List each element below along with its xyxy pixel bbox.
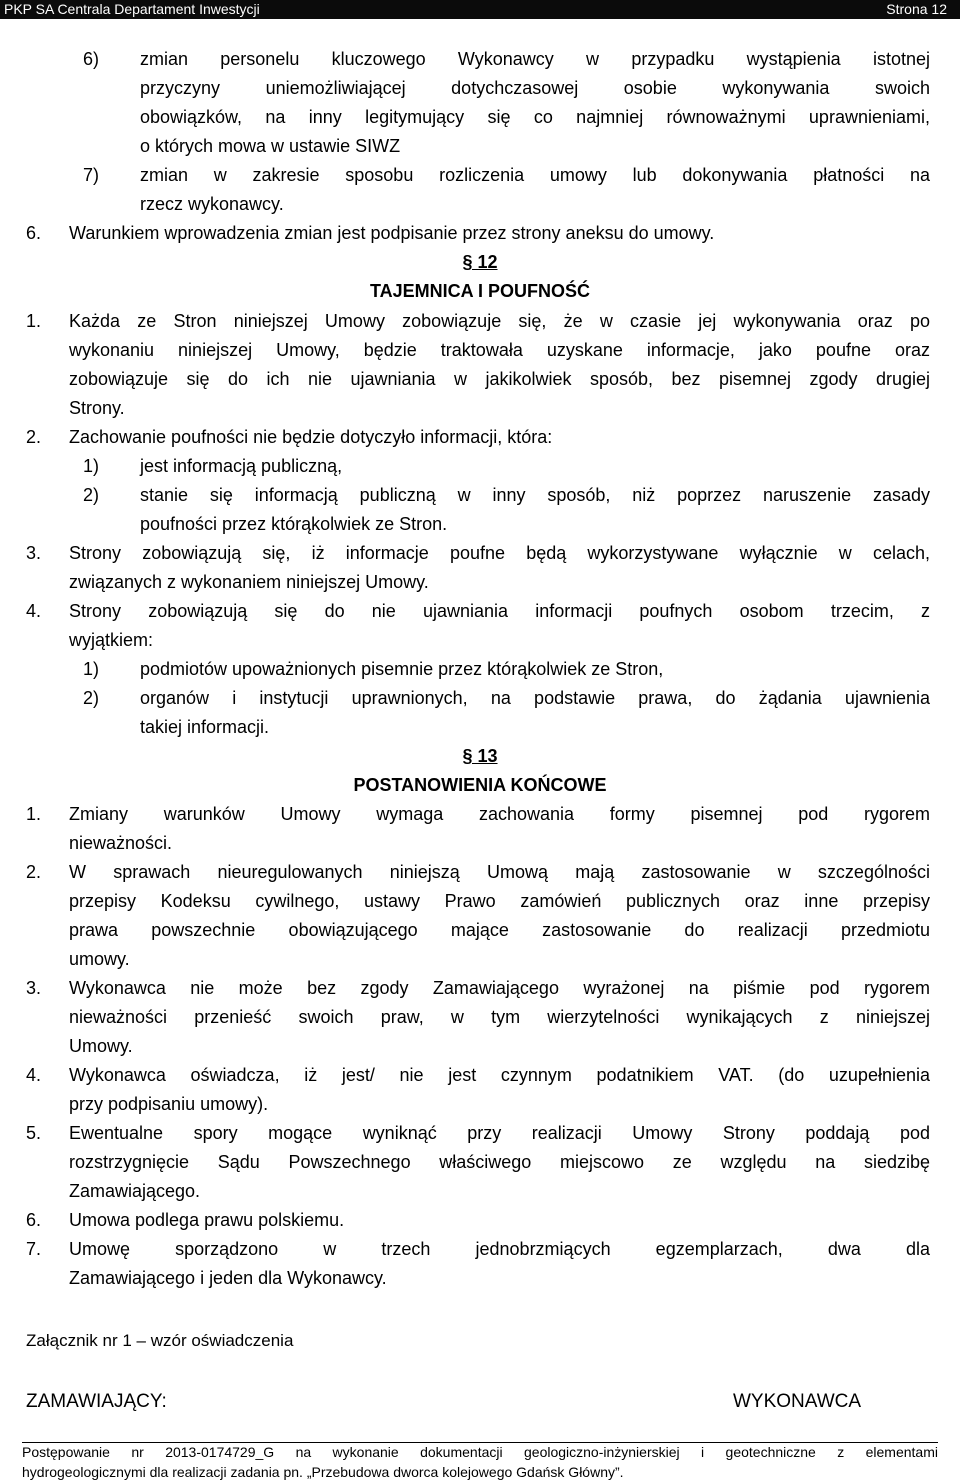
paragraph-line: Strony zobowiązują się, iż informacje poufne będą wykorzystywane wyłącznie w celach, (69, 543, 930, 563)
paragraph-number: 1. (26, 311, 42, 331)
item-text-line: o których mowa w ustawie SIWZ (140, 136, 401, 156)
subitem-number: 1) (83, 659, 100, 679)
subitem-text: jest informacją publiczną, (140, 456, 343, 476)
paragraph-line: Wykonawca oświadcza, iż jest/ nie jest czynnym podatnikiem VAT. (do uzupełnienia (69, 1065, 930, 1085)
paragraph-number: 5. (26, 1123, 42, 1143)
paragraph-line: Wykonawca nie może bez zgody Zamawiającego wyrażonej na piśmie pod rygorem (69, 978, 930, 998)
paragraph-line: nieważności przenieść swoich praw, w tym wierzytelności wynikających z niniejszej (69, 1007, 930, 1027)
item-text-line: przyczyny uniemożliwiającej dotychczasowej osobie wykonywania swoich (140, 78, 930, 98)
item-text-line: zmian w zakresie sposobu rozliczenia umowy lub dokonywania płatności na (140, 165, 930, 185)
subitem-text: podmiotów upoważnionych pisemnie przez którąkolwiek ze Stron, (140, 659, 664, 679)
page-header (0, 0, 960, 19)
subitem-text: takiej informacji. (140, 717, 270, 737)
paragraph-number: 4. (26, 601, 42, 621)
signature-contractor: WYKONAWCA (733, 1391, 862, 1412)
paragraph-line: Każda ze Stron niniejszej Umowy zobowiązuje się, że w czasie jej wykonywania oraz po (69, 311, 930, 331)
subitem-text: organów i instytucji uprawnionych, na podstawie prawa, do żądania ujawnienia (140, 688, 930, 708)
paragraph-text: Warunkiem wprowadzenia zmian jest podpisanie przez strony aneksu do umowy. (69, 223, 715, 243)
paragraph-line: Zmiany warunków Umowy wymaga zachowania formy pisemnej pod rygorem (69, 804, 930, 824)
paragraph-line: Zamawiającego i jeden dla Wykonawcy. (69, 1268, 387, 1288)
paragraph-number: 2. (26, 862, 42, 882)
item-text-line: zmian personelu kluczowego Wykonawcy w przypadku wystąpienia istotnej (140, 49, 930, 69)
paragraph-line: nieważności. (69, 833, 173, 853)
paragraph-line: przepisy Kodeksu cywilnego, ustawy Prawo zamówień publicznych oraz inne przepisy (69, 891, 930, 911)
paragraph-number: 2. (26, 427, 42, 447)
footer-line: hydrogeologicznymi dla realizacji zadania pn. „Przebudowa dworca kolejowego Gdańsk Główny”. (22, 1464, 624, 1480)
page-number: Strona 12 (886, 1, 947, 17)
paragraph-line: rozstrzygnięcie Sądu Powszechnego właściwego miejscowo ze względu na siedzibę (69, 1152, 930, 1172)
header-org: PKP SA Centrala Departament Inwestycji (4, 1, 260, 17)
footer-line: Postępowanie nr 2013-0174729_G na wykonanie dokumentacji geologiczno-inżynierskiej i geotechniczne z elementami (22, 1444, 938, 1460)
subitem-text: stanie się informacją publiczną w inny sposób, niż poprzez naruszenie zasady (140, 485, 930, 505)
subitem-number: 2) (83, 485, 100, 505)
paragraph-number: 7. (26, 1239, 42, 1259)
attachment-note: Załącznik nr 1 – wzór oświadczenia (26, 1331, 294, 1350)
paragraph-line: Strony zobowiązują się do nie ujawniania informacji poufnych osobom trzecim, z (69, 601, 930, 621)
paragraph-line: Umowy. (69, 1036, 133, 1056)
paragraph-number: 1. (26, 804, 42, 824)
paragraph-line: Zachowanie poufności nie będzie dotyczyło informacji, która: (69, 427, 553, 447)
paragraph-number: 6. (26, 1210, 42, 1230)
paragraph-number: 4. (26, 1065, 42, 1085)
subitem-text: poufności przez którąkolwiek ze Stron. (140, 514, 448, 534)
subitem-number: 1) (83, 456, 100, 476)
section-number: § 13 (462, 746, 498, 766)
paragraph-line: umowy. (69, 949, 130, 969)
paragraph-line: W sprawach nieuregulowanych niniejszą Umową mają zastosowanie w szczególności (69, 862, 930, 882)
paragraph-line: Zamawiającego. (69, 1181, 201, 1201)
signature-client: ZAMAWIAJĄCY: (26, 1391, 167, 1412)
section-number: § 12 (462, 252, 498, 272)
paragraph-line: Strony. (69, 398, 125, 418)
paragraph-line: zobowiązuje się do ich nie ujawniania w jakikolwiek sposób, bez pisemnej zgody drugiej (69, 369, 930, 389)
paragraph-line: wyjątkiem: (69, 630, 154, 650)
paragraph-line: Ewentualne spory mogące wyniknąć przy realizacji Umowy Strony poddają pod (69, 1123, 930, 1143)
section-title: POSTANOWIENIA KOŃCOWE (353, 775, 607, 795)
item-number: 6) (83, 49, 100, 69)
paragraph-number: 3. (26, 978, 42, 998)
paragraph-line: prawa powszechnie obowiązującego mające zastosowanie do realizacji przedmiotu (69, 920, 930, 940)
section-title: TAJEMNICA I POUFNOŚĆ (369, 281, 590, 301)
footer-divider (22, 1442, 938, 1443)
paragraph-line: Umowę sporządzono w trzech jednobrzmiących egzemplarzach, dwa dla (69, 1239, 930, 1259)
paragraph-number: 3. (26, 543, 42, 563)
paragraph-line: wykonaniu niniejszej Umowy, będzie traktowała uzyskane informacje, jako poufne oraz (69, 340, 930, 360)
paragraph-line: Umowa podlega prawu polskiemu. (69, 1210, 345, 1230)
item-text-line: rzecz wykonawcy. (140, 194, 284, 214)
item-text-line: obowiązków, na inny legitymujący się co najmniej równoważnymi uprawnieniami, (140, 107, 930, 127)
item-number: 7) (83, 165, 100, 185)
paragraph-line: związanych z wykonaniem niniejszej Umowy. (69, 572, 429, 592)
paragraph-line: przy podpisaniu umowy). (69, 1094, 269, 1114)
paragraph-number: 6. (26, 223, 42, 243)
subitem-number: 2) (83, 688, 100, 708)
